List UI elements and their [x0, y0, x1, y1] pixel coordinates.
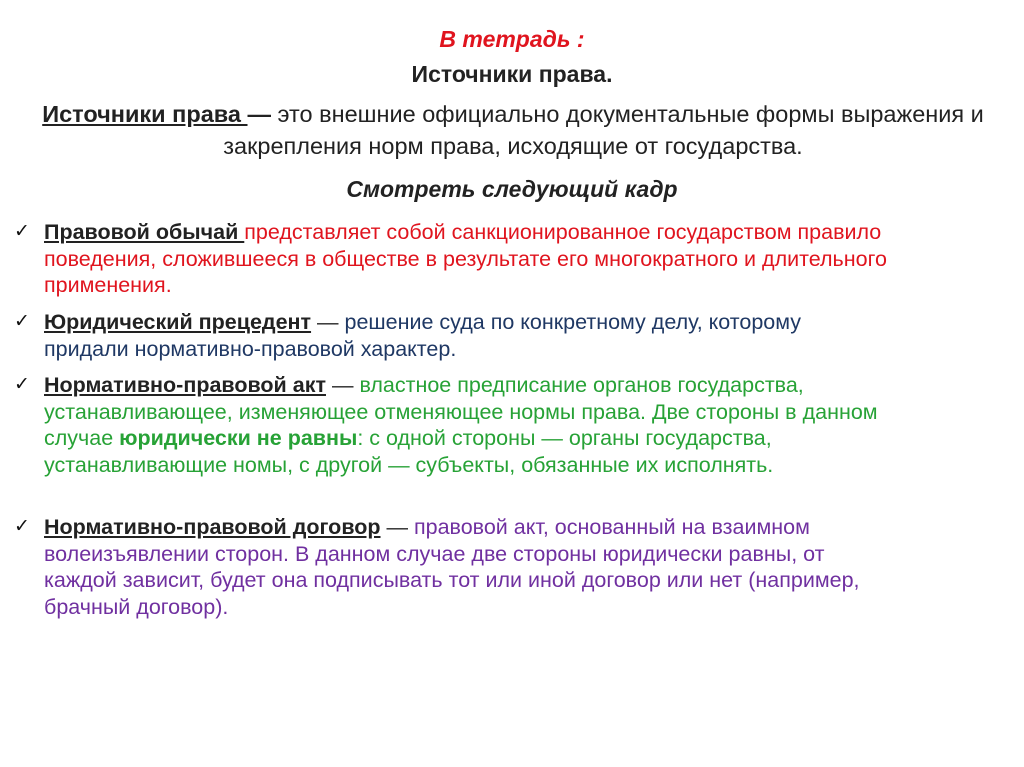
list-item-text — [44, 514, 889, 620]
item-emphasis: юридически не равны — [119, 426, 358, 450]
definition-paragraph — [18, 98, 1008, 162]
item-description: властное предписание органов государства, устанавливающее, изменяющее отменяющее нормы права. Две стороны в данном случае — [44, 373, 878, 450]
next-frame-note: Смотреть следующий кадр — [346, 176, 678, 202]
item-term: Юридический прецедент — [44, 310, 312, 334]
item-dash: — — [325, 373, 360, 397]
list-item-text — [44, 372, 889, 478]
definition-text: это внешние официально документальные формы выражения и закрепления норм права, исходящие от государства. — [223, 101, 984, 159]
item-dash: — — [311, 310, 345, 334]
page-title: Источники права. — [411, 61, 613, 87]
item-dash: — — [380, 515, 414, 539]
notebook-heading: В тетрадь : — [439, 26, 585, 52]
item-description: правовой акт, основанный на взаимном волеизъявлении сторон. В данном случае две стороны юридически равны, от каждой зависит, будет она подписывать тот или иной договор или нет (например, брачный договор). — [44, 515, 860, 619]
definition-dash: — — [247, 101, 272, 127]
list-item-text — [44, 309, 889, 362]
checkmark-icon: ✓ — [14, 374, 30, 395]
definition-term: Источники права — [42, 101, 248, 127]
item-term: Правовой обычай — [44, 220, 245, 244]
list-item-text — [44, 219, 889, 299]
item-description: представляет собой санкционированное государством правило поведения, сложившееся в обществе в результате его многократного и длительного применения. — [44, 220, 887, 297]
item-description-cont: : с одной стороны — органы государства, устанавливающие номы, с другой — субъекты, обязанные их исполнять. — [44, 426, 774, 477]
checkmark-icon: ✓ — [14, 221, 30, 242]
checkmark-icon: ✓ — [14, 516, 30, 537]
item-description: решение суда по конкретному делу, которому придали нормативно-правовой характер. — [44, 310, 802, 361]
item-term: Нормативно-правовой акт — [44, 373, 326, 397]
item-term: Нормативно-правовой договор — [44, 515, 381, 539]
checkmark-icon: ✓ — [14, 311, 30, 332]
